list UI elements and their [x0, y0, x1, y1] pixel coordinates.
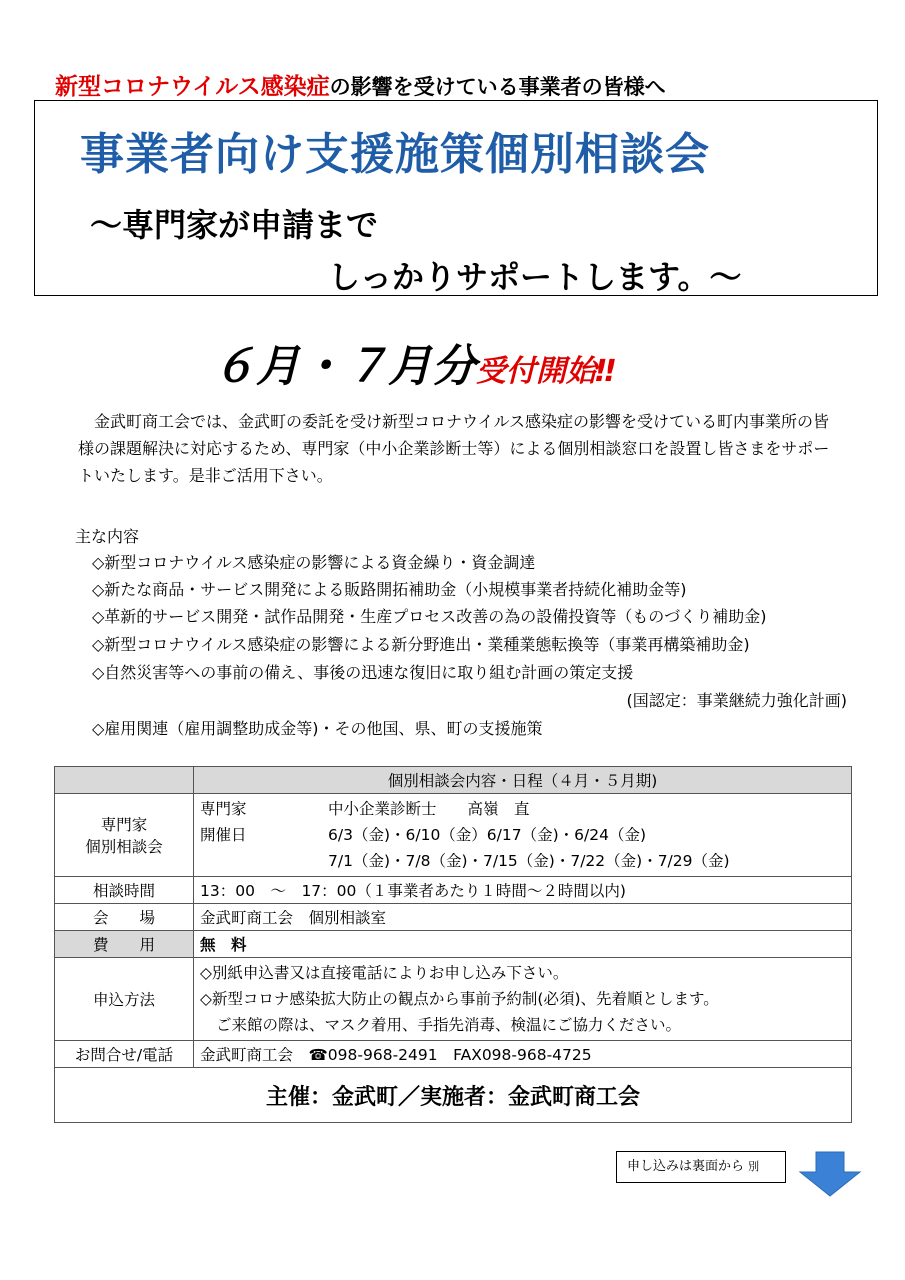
main-contents-heading: 主な内容	[75, 527, 140, 546]
apply-line: ご来館の際は、マスク着用、手指先消毒、検温にご協力ください。	[216, 1016, 682, 1034]
dates-label: 開催日	[200, 826, 247, 844]
fee-label: 費 用	[55, 931, 194, 958]
period-banner	[212, 330, 615, 394]
content-item: ◇新たな商品・サービス開発による販路開拓補助金（小規模事業者持続化補助金等)	[92, 580, 687, 599]
contact-value: 金武町商工会 ☎098-968-2491 FAX098-968-4725	[194, 1041, 852, 1068]
table-corner	[55, 767, 194, 794]
dates-row	[200, 822, 845, 848]
consult-label	[55, 794, 194, 877]
apply-on-back-text: 申し込みは裏面から	[627, 1159, 745, 1174]
content-note: (国認定：事業継続力強化計画)	[626, 691, 847, 710]
consult-detail	[194, 794, 852, 877]
lead-line	[55, 68, 666, 101]
intro-paragraph: 金武町商工会では、金武町の委託を受け新型コロナウイルス感染症の影響を受けている町内事業所の皆様の課題解決に対応するため、専門家（中小企業診断士等）による個別相談窓口を設置し皆さまをサポートいたします。是非ご活用下さい。	[78, 412, 830, 485]
dates-line-1: 6/3（金)・6/10（金）6/17（金)・6/24（金)	[328, 826, 647, 844]
lead-red-text: 新型コロナウイルス感染症	[55, 74, 330, 100]
content-item: ◇自然災害等への事前の備え、事後の迅速な復旧に取り組む計画の策定支援	[92, 663, 634, 682]
expert-label: 専門家	[200, 800, 247, 818]
lead-text: の影響を受けている事業者の皆様へ	[329, 75, 666, 99]
subtitle-line-2: しっかりサポートします。～	[328, 258, 742, 296]
apply-line: ◇別紙申込書又は直接電話によりお申し込み下さい。	[200, 964, 569, 982]
dates-line-2: 7/1（金)・7/8（金)・7/15（金)・7/22（金)・7/29（金)	[328, 852, 730, 870]
time-value: 13：00 ～ 17：00（１事業者あたり１時間～２時間以内)	[194, 877, 852, 904]
content-item: ◇新型コロナウイルス感染症の影響による資金繰り・資金調達	[92, 553, 536, 572]
host-line: 主催：金武町／実施者：金武町商工会	[55, 1068, 852, 1123]
venue-value: 金武町商工会 個別相談室	[194, 904, 852, 931]
apply-line: ◇新型コロナ感染拡大防止の観点から事前予約制(必須)、先着順とします。	[200, 990, 719, 1008]
period-main: ６月・７月分	[212, 341, 476, 392]
apply-detail	[194, 958, 852, 1041]
expert-value: 中小企業診断士 高嶺 直	[328, 800, 530, 818]
apply-label: 申込方法	[55, 958, 194, 1041]
page-title: 事業者向け支援施策個別相談会	[80, 129, 710, 180]
venue-label: 会 場	[55, 904, 194, 931]
consult-label-line-1: 専門家	[100, 816, 148, 834]
time-label: 相談時間	[55, 877, 194, 904]
expert-row	[200, 796, 845, 822]
arrow-down-icon	[798, 1150, 862, 1198]
content-item: ◇新型コロナウイルス感染症の影響による新分野進出・業種業態転換等（事業再構築補助金)	[92, 635, 750, 654]
apply-on-back-note	[616, 1151, 786, 1183]
content-item: ◇革新的サービス開発・試作品開発・生産プロセス改善の為の設備投資等（ものづくり補助金)	[92, 607, 767, 626]
schedule-table	[54, 766, 852, 1123]
consult-label-line-2: 個別相談会	[85, 838, 163, 856]
contact-label: お問合せ/電話	[55, 1041, 194, 1068]
content-item: ◇雇用関連（雇用調整助成金等)・その他国、県、町の支援施策	[92, 719, 543, 738]
period-accent: 受付開始‼	[476, 354, 615, 389]
apply-on-back-tail: 別	[748, 1160, 760, 1173]
table-header: 個別相談会内容・日程（４月・５月期)	[194, 767, 852, 794]
subtitle-line-1: ～専門家が申請まで	[90, 206, 379, 244]
fee-value: 無 料	[194, 931, 852, 958]
